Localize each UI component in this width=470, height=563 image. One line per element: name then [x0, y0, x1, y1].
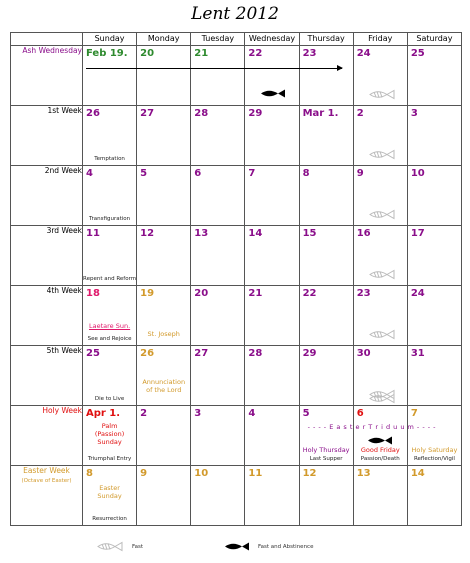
day-cell [83, 166, 137, 226]
day-cell [83, 46, 137, 106]
day-number: 18 [86, 288, 100, 299]
day-cell [137, 466, 191, 526]
week-label [11, 46, 83, 106]
week-label [11, 226, 83, 286]
day-number: 23 [356, 288, 371, 299]
day-cell [191, 226, 245, 286]
legend-fast-label: Fast [132, 544, 144, 550]
day-number: 28 [194, 108, 209, 119]
day-number: 25 [86, 348, 100, 359]
day-cell [191, 346, 245, 406]
day-cell [191, 46, 245, 106]
day-cell [191, 106, 245, 166]
day-cell [191, 466, 245, 526]
day-number: 21 [248, 288, 263, 299]
day-number: 24 [410, 288, 425, 299]
day-cell [137, 346, 191, 406]
day-cell [245, 46, 299, 106]
feast-label: Easter Sunday [97, 484, 122, 500]
day-number: 29 [302, 348, 317, 359]
day-number: 26 [86, 108, 100, 119]
week-label-text: 5th Week [46, 346, 82, 355]
day-cell [245, 166, 299, 226]
abstinence-fish-icon [366, 435, 394, 446]
header-corner [11, 33, 83, 46]
day-number: 14 [248, 228, 263, 239]
legend-abstinence-label: Fast and Abstinence [258, 544, 314, 550]
day-number: 14 [410, 468, 425, 479]
day-cell [299, 166, 353, 226]
day-number: 2 [140, 408, 148, 419]
day-number: 9 [140, 468, 148, 479]
day-number: 13 [194, 228, 209, 239]
day-cell [407, 166, 461, 226]
day-number: 12 [140, 228, 155, 239]
day-number: 22 [248, 48, 263, 59]
day-note: Temptation [94, 156, 125, 162]
day-note: Passion/Death [360, 456, 400, 462]
week-label-text: Holy Week [42, 406, 82, 415]
abstinence-fish-icon [259, 88, 287, 99]
day-cell [353, 46, 407, 106]
day-number: 22 [302, 288, 317, 299]
day-number: Mar 1. [302, 108, 339, 119]
day-number: 15 [302, 228, 317, 239]
day-cell [137, 46, 191, 106]
day-number: 12 [302, 468, 317, 479]
day-number: 27 [140, 108, 155, 119]
day-number: 20 [194, 288, 209, 299]
week-row [11, 226, 462, 286]
day-note: Last Supper [309, 456, 343, 462]
week-row [11, 106, 462, 166]
weekday-header: Tuesday [191, 33, 245, 46]
week-label [11, 286, 83, 346]
day-number: 19 [140, 288, 155, 299]
day-number: 17 [410, 228, 425, 239]
day-note: Reflection/Vigil [413, 456, 455, 462]
day-cell [245, 406, 299, 466]
week-row [11, 166, 462, 226]
day-number: 27 [194, 348, 209, 359]
day-number: 23 [302, 48, 317, 59]
day-cell [299, 346, 353, 406]
fast-fish-icon [96, 541, 124, 552]
day-number: 3 [194, 408, 202, 419]
day-number: 9 [356, 168, 364, 179]
fast-fish-icon [368, 89, 396, 100]
feast-label: Palm (Passion) Sunday [94, 422, 125, 446]
feast-label: Laetare Sun. [88, 322, 131, 330]
day-cell [299, 46, 353, 106]
day-number: 6 [356, 408, 364, 419]
day-number: 4 [248, 408, 256, 419]
weekday-header-row [11, 33, 462, 46]
day-cell [191, 406, 245, 466]
day-number: 10 [194, 468, 209, 479]
week-label-text: Ash Wednesday [22, 46, 82, 55]
day-cell [245, 346, 299, 406]
ash-wednesday-arrow [86, 68, 342, 69]
day-cell [245, 286, 299, 346]
week-label-text: 1st Week [47, 106, 82, 115]
day-cell [83, 286, 137, 346]
day-note: Resurrection [92, 516, 127, 522]
day-cell [299, 106, 353, 166]
weekday-header: Monday [137, 33, 191, 46]
day-cell [407, 106, 461, 166]
day-cell [299, 226, 353, 286]
day-number: 13 [356, 468, 371, 479]
week-label-text: Easter Week [23, 466, 70, 475]
day-cell [137, 226, 191, 286]
day-cell [137, 286, 191, 346]
feast-label: Holy Thursday [302, 446, 350, 454]
day-cell [353, 466, 407, 526]
day-cell [83, 106, 137, 166]
day-number: 26 [140, 348, 155, 359]
day-note: Die to Live [94, 396, 125, 402]
day-number: 2 [356, 108, 364, 119]
day-number: 11 [86, 228, 100, 239]
day-number: 3 [410, 108, 418, 119]
day-cell [299, 286, 353, 346]
day-cell [83, 466, 137, 526]
day-cell [407, 226, 461, 286]
feast-label: St. Joseph [147, 330, 180, 338]
fast-fish-icon [368, 393, 396, 404]
fast-fish-icon [368, 329, 396, 340]
week-label [11, 106, 83, 166]
fast-fish-icon [368, 149, 396, 160]
weekday-header: Saturday [407, 33, 461, 46]
day-cell [407, 406, 461, 466]
day-cell [83, 226, 137, 286]
day-cell [137, 166, 191, 226]
day-cell [353, 166, 407, 226]
week-label-text: 4th Week [46, 286, 82, 295]
day-note: See and Rejoice [87, 336, 132, 342]
day-cell [407, 346, 461, 406]
feast-label: Holy Saturday [411, 446, 458, 454]
day-number: 25 [410, 48, 425, 59]
abstinence-fish-icon [223, 541, 251, 552]
day-number: 7 [248, 168, 256, 179]
fast-fish-icon [368, 269, 396, 280]
day-number: 10 [410, 168, 425, 179]
day-cell [353, 286, 407, 346]
day-cell [407, 46, 461, 106]
day-note: Repent and Reform [83, 276, 137, 282]
week-label [11, 466, 83, 526]
weekday-header: Friday [353, 33, 407, 46]
day-number: 21 [194, 48, 209, 59]
day-cell [137, 406, 191, 466]
day-cell [407, 466, 461, 526]
day-cell [83, 346, 137, 406]
day-number: 29 [248, 108, 263, 119]
week-row [11, 406, 462, 466]
day-number: 7 [410, 408, 418, 419]
day-number: 6 [194, 168, 202, 179]
day-cell [191, 166, 245, 226]
day-cell [407, 286, 461, 346]
day-note: Transfiguration [88, 216, 131, 222]
day-cell [245, 106, 299, 166]
day-cell [191, 286, 245, 346]
week-row [11, 466, 462, 526]
feast-label: Annunciation of the Lord [142, 378, 186, 394]
day-number: 11 [248, 468, 263, 479]
feast-label: Good Friday [360, 446, 400, 454]
day-number: 4 [86, 168, 93, 179]
weekday-header: Sunday [83, 33, 137, 46]
day-cell [353, 106, 407, 166]
day-number: 5 [140, 168, 148, 179]
day-number: Apr 1. [86, 408, 121, 419]
weekday-header: Thursday [299, 33, 353, 46]
week-label-text: 3rd Week [46, 226, 82, 235]
triduum-banner: - - - - E a s t e r T r i d u u m - - - - [307, 423, 436, 431]
day-cell [353, 226, 407, 286]
week-sublabel: (Octave of Easter) [21, 478, 72, 484]
day-number: 16 [356, 228, 371, 239]
week-label [11, 406, 83, 466]
day-cell [245, 466, 299, 526]
day-number: 24 [356, 48, 371, 59]
day-number: 20 [140, 48, 155, 59]
arrow-head [337, 65, 343, 71]
day-number: 30 [356, 348, 371, 359]
day-cell [245, 226, 299, 286]
day-number: 8 [302, 168, 310, 179]
day-cell [83, 406, 137, 466]
week-label [11, 346, 83, 406]
day-number: 8 [86, 468, 93, 479]
day-cell [299, 466, 353, 526]
weekday-header: Wednesday [245, 33, 299, 46]
week-label-text: 2nd Week [44, 166, 82, 175]
day-number: Feb 19. [86, 48, 128, 59]
fast-fish-icon [368, 209, 396, 220]
day-note: Triumphal Entry [87, 456, 132, 462]
week-row [11, 46, 462, 106]
day-number: 28 [248, 348, 263, 359]
week-row [11, 286, 462, 346]
page-title: Lent 2012 [191, 4, 279, 24]
day-number: 31 [410, 348, 425, 359]
week-label [11, 166, 83, 226]
calendar-table [10, 32, 462, 526]
day-cell [353, 406, 407, 466]
day-cell [137, 106, 191, 166]
day-number: 5 [302, 408, 310, 419]
